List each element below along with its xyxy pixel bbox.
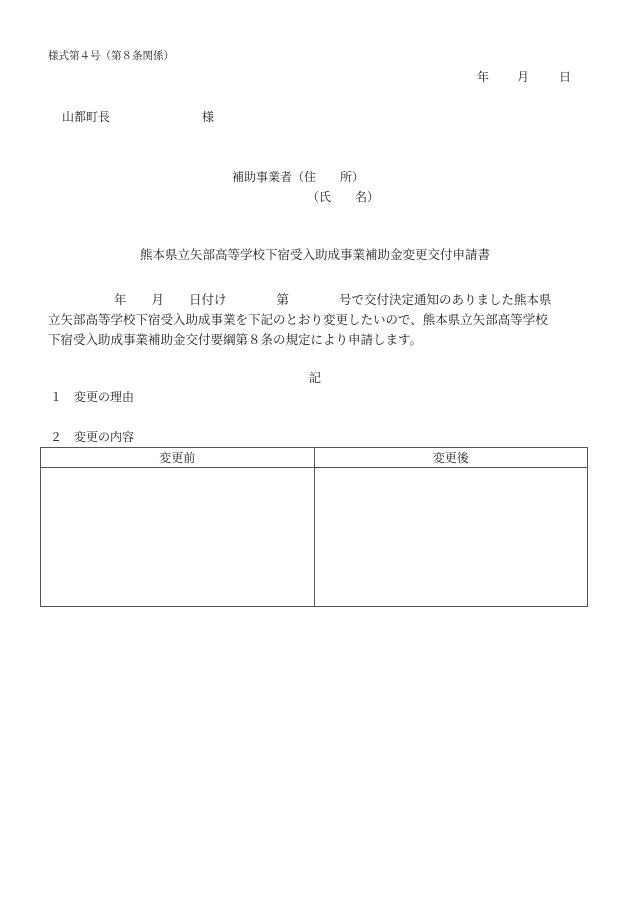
document-title: 熊本県立矢部高等学校下宿受入助成事業補助金変更交付申請書 bbox=[139, 247, 490, 262]
date-year-label: 年 bbox=[477, 70, 490, 84]
addressee-honorific: 様 bbox=[202, 110, 215, 124]
item-label: 変更の理由 bbox=[74, 390, 135, 404]
applicant-address-label: （住 所） bbox=[292, 170, 365, 184]
body-line-2: 立矢部高等学校下宿受入助成事業を下記のとおり変更したいので、熊本県立矢部高等学校 bbox=[48, 312, 548, 327]
body-line-3: 下宿受入助成事業補助金交付要綱第８条の規定により申請します。 bbox=[48, 332, 423, 347]
item-change-content bbox=[50, 431, 134, 443]
change-table-row bbox=[41, 468, 588, 607]
before-change-cell[interactable] bbox=[41, 468, 315, 607]
form-number: 様式第４号（第８条関係） bbox=[48, 50, 174, 62]
body-line-1: 年 月 日付け 第 号で交付決定通知のありました熊本県 bbox=[114, 292, 552, 307]
date-day-label: 日 bbox=[559, 70, 572, 84]
applicant-name-row bbox=[307, 191, 379, 203]
addressee bbox=[62, 111, 214, 123]
item-number: ２ bbox=[50, 430, 63, 444]
change-table-header-row bbox=[41, 448, 588, 468]
item-label: 変更の内容 bbox=[74, 430, 135, 444]
addressee-name: 山都町長 bbox=[62, 110, 111, 124]
applicant-name-label: （氏 名） bbox=[307, 190, 380, 204]
after-change-cell[interactable] bbox=[314, 468, 588, 607]
before-change-header: 変更前 bbox=[41, 448, 315, 468]
ki-heading: 記 bbox=[308, 371, 321, 385]
item-number: １ bbox=[50, 390, 63, 404]
date-month-label: 月 bbox=[517, 70, 530, 84]
date-line bbox=[477, 71, 571, 83]
item-change-reason bbox=[50, 391, 134, 403]
applicant-address-row bbox=[232, 171, 364, 183]
change-table bbox=[40, 447, 588, 607]
body-text bbox=[48, 290, 593, 350]
applicant-label: 補助事業者 bbox=[232, 170, 293, 184]
after-change-header: 変更後 bbox=[314, 448, 588, 468]
